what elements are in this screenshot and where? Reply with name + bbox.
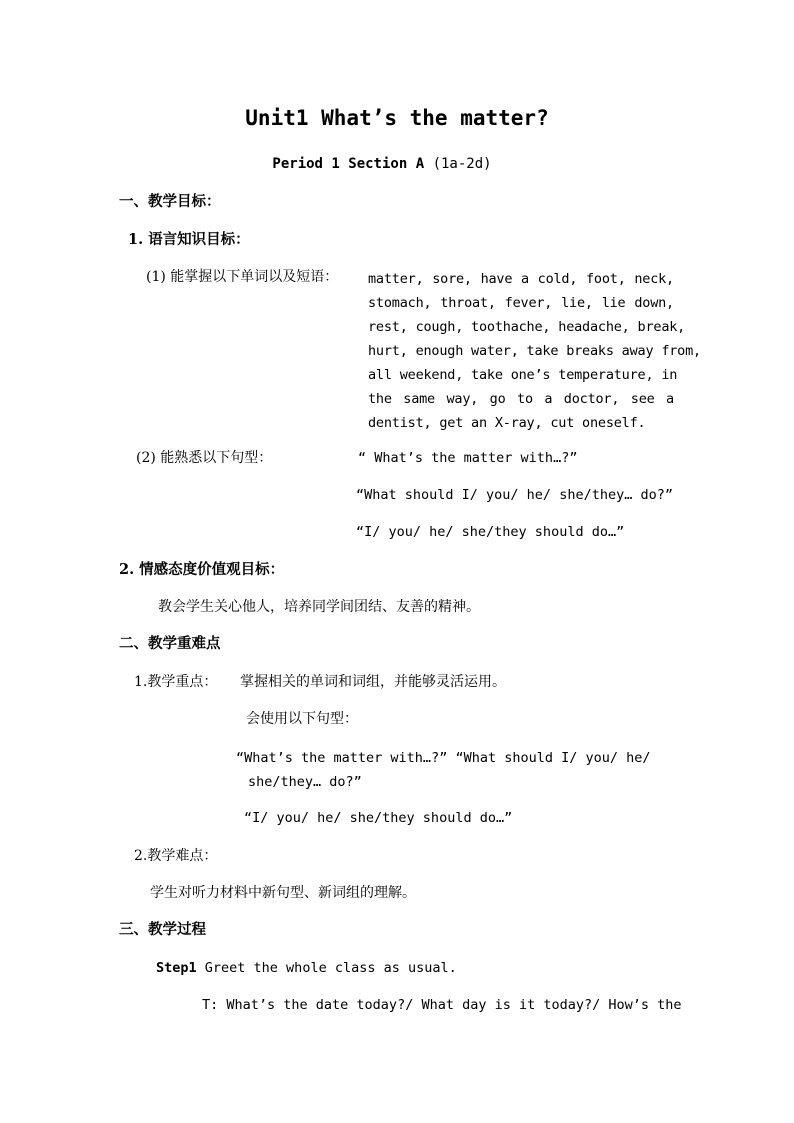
key-sentence-patterns	[236, 746, 678, 794]
vocab-line: stomach, throat, fever, lie, lie down,	[368, 295, 674, 311]
section-2-heading: 二、教学重难点	[119, 635, 221, 652]
vocab-line: hurt, enough water, take breaks away from,	[368, 343, 701, 359]
step1-label: Step1	[156, 960, 197, 976]
sentence-pattern: “I/ you/ he/ she/they should do…”	[244, 810, 513, 826]
sentence-pattern: “I/ you/ he/ she/they should do…”	[356, 524, 625, 540]
vocab-line: rest, cough, toothache, headache, break,	[368, 319, 686, 335]
section-2-1-text2: 会使用以下句型：	[246, 711, 358, 727]
section-2-2-text: 学生对听力材料中新句型、新词组的理解。	[150, 885, 416, 901]
step1-dialogue: T: What’s the date today?/ What day is it today?/ How’s the	[202, 997, 682, 1013]
section-1-1-heading: 1. 语言知识目标：	[128, 231, 250, 248]
step1	[156, 958, 457, 978]
vocab-line: all weekend, take one’s temperature, in	[368, 367, 678, 383]
document-title: Unit1 What’s the matter?	[245, 106, 549, 130]
sentence-pattern-line: “What’s the matter with…?” “What should I/ you/ he/	[236, 750, 651, 766]
section-2-1-label: 1.教学重点：	[134, 674, 218, 690]
subtitle-range: (1a-2d)	[432, 156, 492, 172]
section-1-2-text: 教会学生关心他人，培养同学间团结、友善的精神。	[158, 599, 480, 615]
item-1-label: (1) 能掌握以下单词以及短语：	[146, 269, 339, 285]
subtitle-period: Period 1 Section A	[272, 156, 425, 172]
step1-text: Greet the whole class as usual.	[204, 960, 457, 976]
section-3-heading: 三、教学过程	[119, 921, 206, 938]
vocab-list	[368, 267, 701, 435]
sentence-pattern: “ What’s the matter with…?”	[358, 450, 578, 466]
section-2-2-label: 2.教学难点：	[134, 848, 218, 864]
vocab-line: matter, sore, have a cold, foot, neck,	[368, 271, 674, 287]
section-2-1-text: 掌握相关的单词和词组，并能够灵活运用。	[240, 674, 506, 690]
document-subtitle	[0, 154, 764, 174]
vocab-line: dentist, get an X-ray, cut oneself.	[368, 415, 646, 431]
sentence-pattern: “What should I/ you/ he/ she/they… do?”	[356, 487, 673, 503]
sentence-pattern-line: she/they… do?”	[248, 774, 362, 790]
item-2-label: (2) 能熟悉以下句型：	[136, 450, 273, 466]
section-1-2-heading: 2. 情感态度价值观目标：	[119, 561, 285, 578]
vocab-line: the same way, go to a doctor, see a	[368, 391, 674, 407]
section-1-heading: 一、教学目标：	[119, 193, 221, 210]
